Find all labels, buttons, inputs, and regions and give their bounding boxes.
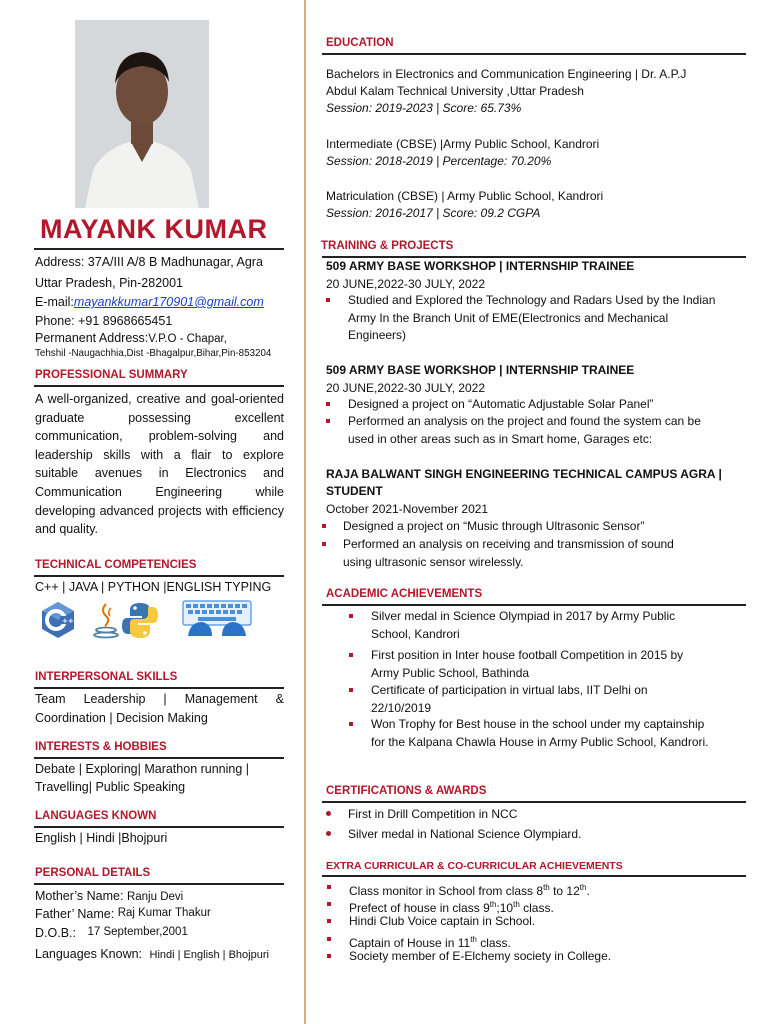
training-projects-heading: TRAINING & PROJECTS (321, 240, 454, 252)
candidate-name: MAYANK KUMAR (40, 214, 268, 244)
professional-summary-heading: PROFESSIONAL SUMMARY (35, 369, 188, 381)
email-link[interactable]: mayankkumar170901@gmail.com (73, 295, 264, 309)
father-name-label: Father’ Name: (35, 907, 115, 921)
education-matriculation: Matriculation (CBSE) | Army Public School, Kandrori (326, 189, 604, 203)
extra-curricular-rule (322, 875, 746, 877)
extra-curricular-1: Class monitor in School from class 8th to 12th. (349, 879, 719, 901)
cpp-logo-icon (38, 600, 78, 640)
interests-line2: Travelling| Public Speaking (35, 780, 186, 794)
extra-curricular-heading: EXTRA CURRICULAR & CO-CURRICULAR ACHIEVEMENTS (326, 860, 623, 872)
certifications-rule (322, 801, 746, 803)
permanent-address-label: Permanent Address: (35, 331, 149, 345)
personal-details-rule (34, 883, 284, 885)
profile-photo (75, 20, 209, 208)
permanent-address-value: V.P.O - Chapar, (148, 333, 227, 345)
education-bachelors-session: Session: 2019-2023 | Score: 65.73% (326, 101, 522, 115)
academic-achievement-2: First position in Inter house football Competition in 2015 by Army Public School, Bathinda (371, 647, 711, 682)
interests-heading: INTERESTS & HOBBIES (35, 741, 167, 753)
education-intermediate: Intermediate (CBSE) |Army Public School, Kandrori (326, 137, 600, 151)
academic-achievements-rule (322, 604, 746, 606)
python-logo-icon (120, 600, 160, 640)
project3-bullet1: Designed a project on “Music through Ultrasonic Sensor” (343, 518, 713, 536)
interests-line1: Debate | Exploring| Marathon running | (35, 762, 250, 776)
technical-competencies-heading: TECHNICAL COMPETENCIES (35, 559, 197, 571)
academic-achievements-heading: ACADEMIC ACHIEVEMENTS (326, 588, 483, 600)
professional-summary-rule (34, 385, 284, 387)
mother-name-label: Mother’s Name: (35, 889, 124, 903)
certification-1: First in Drill Competition in NCC (348, 806, 718, 824)
address-line1: Address: 37A/III A/8 B Madhunagar, Agra (35, 255, 263, 269)
mother-name-value: Ranju Devi (126, 891, 184, 903)
languages-known-row (35, 947, 269, 961)
technical-competencies-text: C++ | JAVA | PYTHON |ENGLISH TYPING (35, 580, 272, 594)
typing-keyboard-icon (182, 600, 252, 638)
project1-bullet1: Studied and Explored the Technology and Radars Used by the Indian Army In the Branch Unit of EME(Electronics and Mechanical Engineers) (348, 292, 718, 345)
languages-heading: LANGUAGES KNOWN (35, 810, 157, 822)
professional-summary-text: A well-organized, creative and goal-oriented graduate possessing excellent communication, problem-solving and leadership skills with a flair to explore suitable avenues in Electronics and Communication Engineering while developing advanced projects with efficiency and quality. (35, 392, 284, 537)
project3-date: October 2021-November 2021 (326, 502, 489, 516)
languages-rule (34, 826, 284, 828)
project1-heading: 509 ARMY BASE WORKSHOP | INTERNSHIP TRAINEE (326, 259, 635, 273)
interpersonal-skills-line1: Team Leadership | Management & (35, 692, 284, 706)
education-matriculation-session: Session: 2016-2017 | Score: 09.2 CGPA (326, 206, 541, 220)
permanent-address-row (35, 331, 227, 345)
education-intermediate-session: Session: 2018-2019 | Percentage: 70.20% (326, 154, 552, 168)
address-line2: Uttar Pradesh, Pin-282001 (35, 276, 184, 290)
extra-curricular-3: Hindi Club Voice captain in School. (349, 913, 719, 931)
column-divider (304, 0, 306, 1024)
svg-text:++: ++ (62, 617, 74, 625)
interpersonal-skills-line2: Coordination | Decision Making (35, 711, 208, 725)
project2-bullet1: Designed a project on “Automatic Adjustable Solar Panel” (348, 396, 718, 414)
extra-curricular-5: Society member of E-Elchemy society in College. (349, 948, 719, 966)
training-projects-rule (322, 256, 746, 258)
languages-known-value: Hindi | English | Bhojpuri (149, 949, 269, 961)
project2-date: 20 JUNE,2022-30 JULY, 2022 (326, 381, 485, 395)
name-underline (34, 248, 284, 250)
project3-heading-line2: STUDENT (326, 484, 383, 498)
education-rule (322, 53, 746, 55)
interests-rule (34, 757, 284, 759)
extra-curricular-2: Prefect of house in class 9th;10th class. (349, 896, 719, 918)
technical-competencies-rule (34, 575, 284, 577)
father-name-row (35, 907, 211, 921)
dob-label: D.O.B.: (35, 926, 76, 940)
extra-curricular-4: Captain of House in 11th class. (349, 931, 719, 953)
project3-heading-line1: RAJA BALWANT SINGH ENGINEERING TECHNICAL CAMPUS AGRA | (326, 467, 722, 481)
certification-2: Silver medal in National Science Olympiard. (348, 826, 718, 844)
mother-name-row (35, 889, 183, 903)
academic-achievement-1: Silver medal in Science Olympiad in 2017 by Army Public School, Kandrori (371, 608, 711, 643)
academic-achievement-4: Won Trophy for Best house in the school under my captainship for the Kalpana Chawla House in Army Public School, Kandrori. (371, 716, 711, 751)
email-row (35, 295, 264, 309)
interpersonal-skills-rule (34, 687, 284, 689)
dob-value: 17 September,2001 (87, 926, 188, 938)
phone: Phone: +91 8968665451 (35, 314, 173, 328)
project2-heading: 509 ARMY BASE WORKSHOP | INTERNSHIP TRAINEE (326, 363, 635, 377)
education-heading: EDUCATION (326, 37, 394, 49)
education-bachelors-line1: Bachelors in Electronics and Communication Engineering | Dr. A.P.J (326, 67, 687, 81)
project2-bullet2: Performed an analysis on the project and found the system can be used in other areas such as in Smart home, Garages etc: (348, 413, 718, 448)
interpersonal-skills-heading: INTERPERSONAL SKILLS (35, 671, 178, 683)
permanent-address-line2: Tehshil -Naugachhia,Dist -Bhagalpur,Bihar,Pin-853204 (35, 348, 272, 359)
father-name-value: Raj Kumar Thakur (117, 907, 211, 919)
education-bachelors-line2: Abdul Kalam Technical University ,Uttar Pradesh (326, 84, 584, 98)
dob-row (35, 926, 188, 940)
academic-achievement-3: Certificate of participation in virtual labs, IIT Delhi on 22/10/2019 (371, 682, 691, 717)
project3-bullet2: Performed an analysis on receiving and transmission of sound using ultrasonic sensor wirelessly. (343, 536, 703, 571)
project1-date: 20 JUNE,2022-30 JULY, 2022 (326, 277, 485, 291)
email-label: E-mail: (35, 295, 74, 309)
personal-details-heading: PERSONAL DETAILS (35, 867, 151, 879)
languages-known-label: Languages Known: (35, 947, 143, 961)
languages-text: English | Hindi |Bhojpuri (35, 831, 168, 845)
certifications-heading: CERTIFICATIONS & AWARDS (326, 785, 487, 797)
